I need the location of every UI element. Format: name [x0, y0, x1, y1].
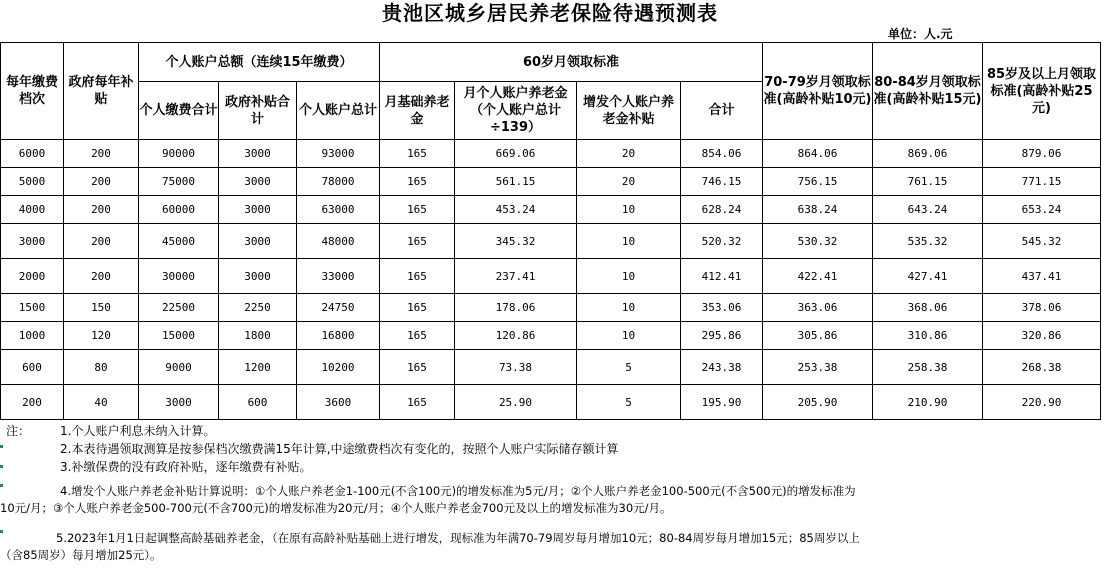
cell: 165 — [380, 385, 455, 420]
cell: 243.38 — [681, 350, 763, 385]
cell: 200 — [1, 385, 64, 420]
note-5-line-1: 5.2023年1月1日起调整高龄基础养老金，（在原有高龄补贴基础上进行增发，现标准为年满70-79周岁每月增加10元；80-84周岁每月增加15元；85周岁以上 — [56, 531, 860, 545]
cell: 643.24 — [873, 196, 983, 224]
cell-error-marker — [0, 484, 3, 487]
cell: 4000 — [1, 196, 64, 224]
cell: 258.38 — [873, 350, 983, 385]
header-extra: 增发个人账户养老金补贴 — [577, 82, 681, 140]
cell: 3000 — [219, 140, 297, 168]
header-gov-total: 政府补贴合计 — [219, 82, 297, 140]
cell: 600 — [1, 350, 64, 385]
cell: 165 — [380, 196, 455, 224]
cell: 73.38 — [455, 350, 577, 385]
note-4-line-1: 4.增发个人账户养老金补贴计算说明：①个人账户养老金1-100元(不含100元)的增发标准为5元/月；②个人账户养老金100-500元(不含500元)的增发标准为 — [60, 484, 856, 498]
header-level: 每年缴费档次 — [1, 43, 64, 140]
table-row — [1, 294, 1101, 322]
cell: 535.32 — [873, 224, 983, 259]
cell: 165 — [380, 322, 455, 350]
table-row — [1, 168, 1101, 196]
cell: 253.38 — [763, 350, 873, 385]
table-row — [1, 140, 1101, 168]
table-row — [1, 385, 1101, 420]
cell: 1000 — [1, 322, 64, 350]
cell: 120 — [64, 322, 139, 350]
cell: 561.15 — [455, 168, 577, 196]
cell: 10 — [577, 224, 681, 259]
cell: 3000 — [1, 224, 64, 259]
cell: 30000 — [139, 259, 219, 294]
cell: 3000 — [219, 168, 297, 196]
cell: 165 — [380, 350, 455, 385]
note-2: 2.本表待遇领取测算是按参保档次缴费满15年计算,中途缴费档次有变化的，按照个人账户实际储存额计算 — [60, 442, 619, 456]
cell: 3000 — [219, 224, 297, 259]
cell: 75000 — [139, 168, 219, 196]
cell: 761.15 — [873, 168, 983, 196]
cell: 80 — [64, 350, 139, 385]
cell: 10 — [577, 294, 681, 322]
cell: 378.06 — [983, 294, 1101, 322]
cell: 10200 — [297, 350, 380, 385]
cell: 295.86 — [681, 322, 763, 350]
unit-label: 单位：人.元 — [888, 27, 953, 41]
cell: 437.41 — [983, 259, 1101, 294]
cell: 22500 — [139, 294, 219, 322]
cell: 6000 — [1, 140, 64, 168]
cell: 200 — [64, 259, 139, 294]
cell: 220.90 — [983, 385, 1101, 420]
cell: 10 — [577, 196, 681, 224]
header-basic: 月基础养老金 — [380, 82, 455, 140]
cell: 412.41 — [681, 259, 763, 294]
cell-error-marker — [0, 530, 3, 533]
cell: 205.90 — [763, 385, 873, 420]
note-4-line-2: 10元/月；③个人账户养老金500-700元(不含700元)的增发标准为20元/月；④个人账户养老金700元及以上的增发标准为30元/月。 — [0, 501, 672, 515]
table-row — [1, 350, 1101, 385]
table-row — [1, 196, 1101, 224]
cell: 210.90 — [873, 385, 983, 420]
notes-label: 注： — [6, 424, 31, 438]
cell: 320.86 — [983, 322, 1101, 350]
note-1: 1.个人账户利息未纳入计算。 — [60, 424, 216, 438]
header-age-85: 85岁及以上月领取标准(高龄补贴25元) — [983, 43, 1101, 140]
cell: 5 — [577, 350, 681, 385]
table-row — [1, 224, 1101, 259]
cell: 200 — [64, 140, 139, 168]
cell: 165 — [380, 140, 455, 168]
cell: 628.24 — [681, 196, 763, 224]
pension-table — [0, 42, 1101, 420]
cell: 165 — [380, 259, 455, 294]
note-3: 3.补缴保费的没有政府补贴，逐年缴费有补贴。 — [60, 460, 312, 474]
note-5-line-2: （含85周岁）每月增加25元）。 — [0, 548, 162, 562]
cell: 268.38 — [983, 350, 1101, 385]
page-title: 贵池区城乡居民养老保险待遇预测表 — [382, 1, 718, 25]
cell: 854.06 — [681, 140, 763, 168]
cell: 3000 — [219, 196, 297, 224]
cell: 638.24 — [763, 196, 873, 224]
cell: 33000 — [297, 259, 380, 294]
cell: 15000 — [139, 322, 219, 350]
cell: 237.41 — [455, 259, 577, 294]
header-age-80: 80-84岁月领取标准(高龄补贴15元) — [873, 43, 983, 140]
cell: 5000 — [1, 168, 64, 196]
cell: 3000 — [139, 385, 219, 420]
cell: 150 — [64, 294, 139, 322]
cell: 10 — [577, 322, 681, 350]
cell: 25.90 — [455, 385, 577, 420]
cell: 90000 — [139, 140, 219, 168]
cell: 345.32 — [455, 224, 577, 259]
cell: 422.41 — [763, 259, 873, 294]
cell: 120.86 — [455, 322, 577, 350]
cell: 520.32 — [681, 224, 763, 259]
table-row — [1, 322, 1101, 350]
cell: 1200 — [219, 350, 297, 385]
cell: 178.06 — [455, 294, 577, 322]
cell: 16800 — [297, 322, 380, 350]
header-gov-subsidy: 政府每年补贴 — [64, 43, 139, 140]
cell: 165 — [380, 294, 455, 322]
cell: 45000 — [139, 224, 219, 259]
cell: 200 — [64, 196, 139, 224]
cell: 200 — [64, 224, 139, 259]
cell: 63000 — [297, 196, 380, 224]
cell: 5 — [577, 385, 681, 420]
header-age-70: 70-79岁月领取标准(高龄补贴10元) — [763, 43, 873, 140]
cell: 363.06 — [763, 294, 873, 322]
cell: 3600 — [297, 385, 380, 420]
cell: 40 — [64, 385, 139, 420]
cell: 669.06 — [455, 140, 577, 168]
cell: 9000 — [139, 350, 219, 385]
cell: 1500 — [1, 294, 64, 322]
cell: 3000 — [219, 259, 297, 294]
cell-error-marker — [0, 465, 3, 468]
cell: 195.90 — [681, 385, 763, 420]
cell: 310.86 — [873, 322, 983, 350]
cell: 165 — [380, 224, 455, 259]
cell: 756.15 — [763, 168, 873, 196]
cell-error-marker — [0, 445, 3, 448]
cell: 1800 — [219, 322, 297, 350]
cell: 2250 — [219, 294, 297, 322]
cell: 165 — [380, 168, 455, 196]
cell: 353.06 — [681, 294, 763, 322]
cell: 368.06 — [873, 294, 983, 322]
cell: 530.32 — [763, 224, 873, 259]
table-body — [1, 140, 1101, 420]
cell: 78000 — [297, 168, 380, 196]
cell: 453.24 — [455, 196, 577, 224]
cell: 24750 — [297, 294, 380, 322]
cell: 879.06 — [983, 140, 1101, 168]
cell: 200 — [64, 168, 139, 196]
cell: 10 — [577, 259, 681, 294]
cell: 48000 — [297, 224, 380, 259]
header-monthly-account: 月个人账户养老金（个人账户总计÷139） — [455, 82, 577, 140]
cell: 600 — [219, 385, 297, 420]
cell: 20 — [577, 140, 681, 168]
header-monthly-60: 60岁月领取标准 — [380, 43, 763, 82]
header-total: 合计 — [681, 82, 763, 140]
cell: 869.06 — [873, 140, 983, 168]
cell: 653.24 — [983, 196, 1101, 224]
cell: 545.32 — [983, 224, 1101, 259]
cell: 305.86 — [763, 322, 873, 350]
header-account-total: 个人账户总额（连续15年缴费） — [139, 43, 380, 82]
cell: 20 — [577, 168, 681, 196]
cell: 746.15 — [681, 168, 763, 196]
cell: 2000 — [1, 259, 64, 294]
cell: 864.06 — [763, 140, 873, 168]
cell: 60000 — [139, 196, 219, 224]
header-account-sum: 个人账户总计 — [297, 82, 380, 140]
header-personal-pay: 个人缴费合计 — [139, 82, 219, 140]
table-row — [1, 259, 1101, 294]
cell: 93000 — [297, 140, 380, 168]
cell: 427.41 — [873, 259, 983, 294]
cell: 771.15 — [983, 168, 1101, 196]
